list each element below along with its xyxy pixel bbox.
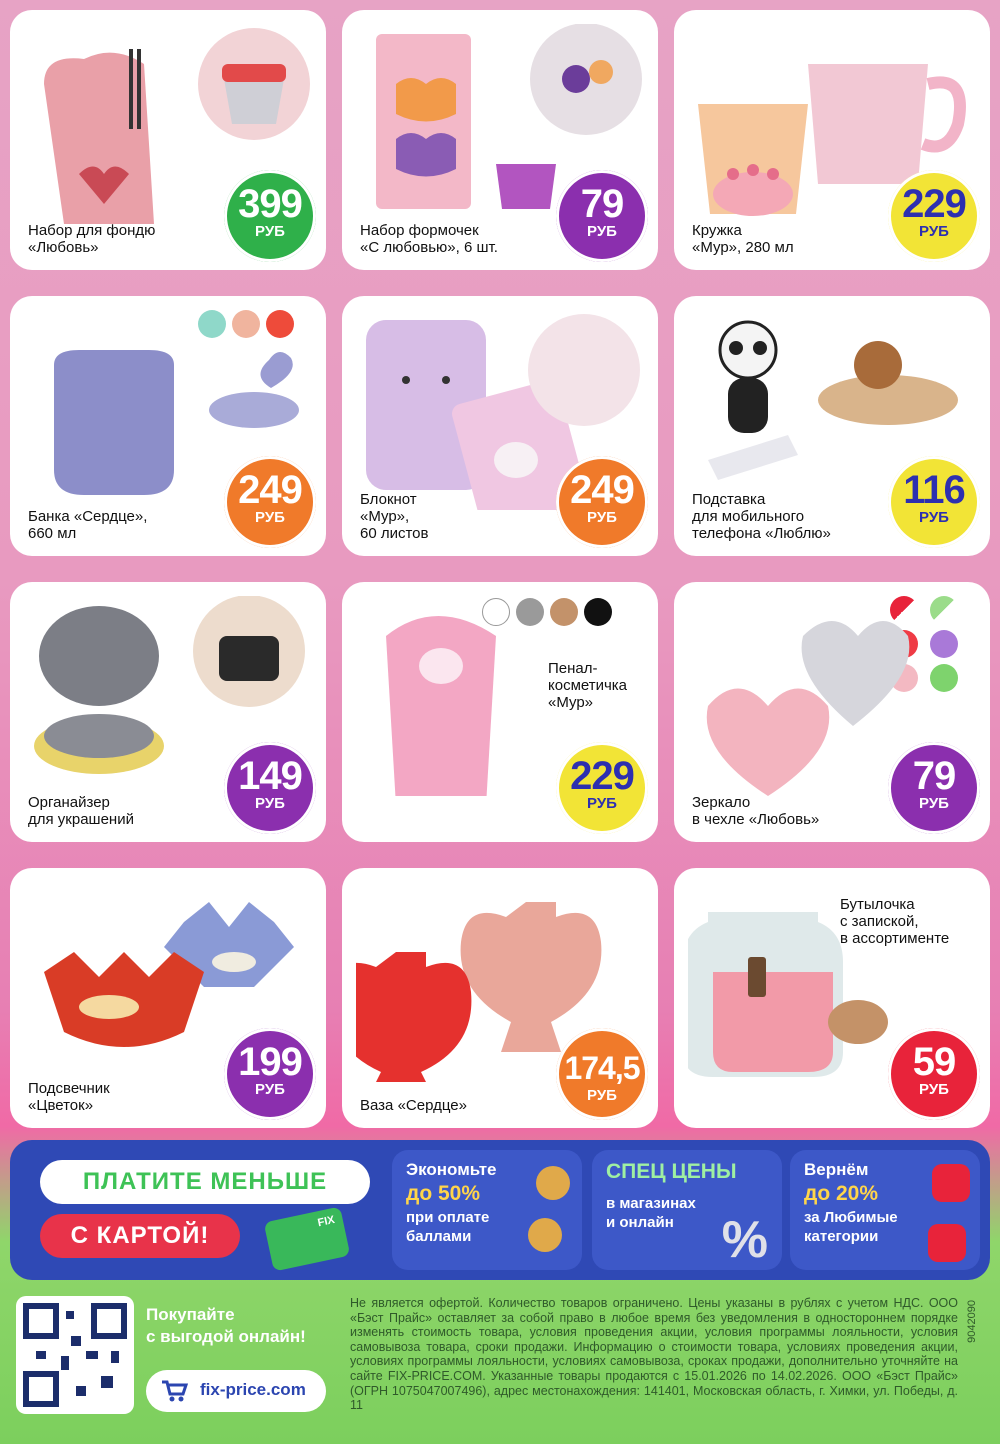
promo-card-slogan (28, 1152, 368, 1270)
promo-cashback (790, 1150, 980, 1270)
price-currency: РУБ (255, 223, 285, 240)
product-grid (10, 10, 990, 1130)
product-card-pencil-case[interactable] (342, 582, 658, 842)
legal-disclaimer: Не является офертой. Количество товаров ограничено. Цены указаны в рублях с учетом НДС. ООО «Бэст Прайс» оставляет за собой право в любое время без уведомления в одностороннем порядке изменять стоимость товара, условия проведения акции, условия программы лояльности, условия самовывоза товара, сроки продажи. Информацию о стоимости товара, условиях проведения акции, условиях программы лояльности, условиях самовывоза, сроках продажи, дополнительно уточняйте на сайте FIX-PRICE.COM. Указанные товары продаются с 15.01.2026 по 14.02.2026. ООО «Бэст Прайс» (ОГРН 1075047007496), адрес местонахождения: 141401, Московская область, г. Химки, ул. Победы, д. 11 (350, 1296, 958, 1413)
price-value: 79 (912, 754, 956, 798)
coin-icon (528, 1218, 562, 1252)
product-name: Кружка «Мур», 280 мл (692, 222, 794, 256)
price-badge (556, 742, 648, 834)
site-link-label: fix-price.com (200, 1380, 306, 1399)
product-name: Подставка для мобильного телефона «Люблю» (692, 491, 831, 542)
product-name: Органайзер для украшений (28, 794, 134, 828)
print-code: 9042090 (966, 1300, 978, 1343)
promo-points-text: при оплате баллами (406, 1209, 490, 1245)
price-value: 229 (902, 182, 966, 226)
product-name: Банка «Сердце», 660 мл (28, 508, 148, 542)
promo-points (392, 1150, 582, 1270)
price-currency: РУБ (919, 509, 949, 526)
price-currency: РУБ (255, 1081, 285, 1098)
loyalty-promo-banner[interactable] (10, 1140, 990, 1280)
price-badge (888, 742, 980, 834)
price-badge (556, 170, 648, 262)
promo-cashback-value: до 20% (804, 1182, 879, 1205)
promo-cashback-heading: Вернём (804, 1160, 869, 1179)
coin-icon (536, 1166, 570, 1200)
product-card-vase[interactable] (342, 868, 658, 1128)
price-currency: РУБ (919, 1081, 949, 1098)
site-link-button[interactable] (146, 1370, 326, 1412)
price-value: 229 (570, 754, 634, 798)
price-value: 116 (903, 468, 965, 512)
online-shopping-text: Покупайте с выгодой онлайн! (146, 1305, 306, 1346)
promo-points-value: до 50% (406, 1182, 481, 1205)
product-name: Пенал- косметичка «Мур» (548, 660, 628, 711)
heart-icon (928, 1224, 966, 1262)
footer (10, 1290, 990, 1434)
price-value: 399 (238, 182, 302, 226)
price-value: 149 (238, 754, 302, 798)
promo-special-text: в магазинах и онлайн (606, 1195, 696, 1231)
percent-icon: % (721, 1211, 768, 1269)
price-value: 199 (238, 1040, 302, 1084)
price-badge (556, 456, 648, 548)
product-card-phone-stand[interactable] (674, 296, 990, 556)
product-name: Подсвечник «Цветок» (28, 1080, 110, 1114)
promo-special-heading: СПЕЦ ЦЕНЫ (606, 1160, 737, 1183)
price-badge (224, 170, 316, 262)
product-card-mirror[interactable] (674, 582, 990, 842)
product-name: Набор для фондю «Любовь» (28, 222, 156, 256)
price-value: 249 (570, 468, 634, 512)
cart-icon (160, 1379, 188, 1403)
price-currency: РУБ (587, 1087, 617, 1104)
price-currency: РУБ (919, 795, 949, 812)
product-card-notebook[interactable] (342, 296, 658, 556)
price-value: 249 (238, 468, 302, 512)
price-badge (556, 1028, 648, 1120)
product-name: Зеркало в чехле «Любовь» (692, 794, 820, 828)
product-name: Бутылочка с запиской, в ассортименте (840, 896, 950, 947)
qr-code[interactable] (16, 1296, 134, 1414)
price-currency: РУБ (255, 509, 285, 526)
product-card-fondue[interactable] (10, 10, 326, 270)
price-currency: РУБ (587, 795, 617, 812)
promo-line-2: С КАРТОЙ! (40, 1214, 240, 1258)
price-badge (224, 456, 316, 548)
product-name: Блокнот «Мур», 60 листов (360, 491, 429, 542)
product-card-molds[interactable] (342, 10, 658, 270)
promo-line-1: ПЛАТИТЕ МЕНЬШЕ (40, 1160, 370, 1204)
price-value: 79 (580, 182, 624, 226)
product-card-bottle[interactable] (674, 868, 990, 1128)
price-currency: РУБ (255, 795, 285, 812)
price-badge (888, 1028, 980, 1120)
product-card-mug[interactable] (674, 10, 990, 270)
price-value: 174,5 (564, 1050, 640, 1086)
price-badge (888, 170, 980, 262)
card-label: FIX (316, 1213, 336, 1230)
qr-code-icon (16, 1296, 134, 1414)
product-card-candle-holder[interactable] (10, 868, 326, 1128)
product-card-organizer[interactable] (10, 582, 326, 842)
price-value: 59 (912, 1040, 956, 1084)
loyalty-card-icon (264, 1206, 351, 1271)
promo-special-prices (592, 1150, 782, 1270)
product-name: Набор формочек «С любовью», 6 шт. (360, 222, 498, 256)
price-badge (224, 742, 316, 834)
product-card-jar[interactable] (10, 296, 326, 556)
price-badge (888, 456, 980, 548)
product-name: Ваза «Сердце» (360, 1097, 467, 1114)
heart-icon (932, 1164, 970, 1202)
price-currency: РУБ (919, 223, 949, 240)
promo-cashback-text: за Любимые категории (804, 1209, 898, 1245)
promo-points-heading: Экономьте (406, 1160, 497, 1179)
price-currency: РУБ (587, 509, 617, 526)
price-badge (224, 1028, 316, 1120)
price-currency: РУБ (587, 223, 617, 240)
